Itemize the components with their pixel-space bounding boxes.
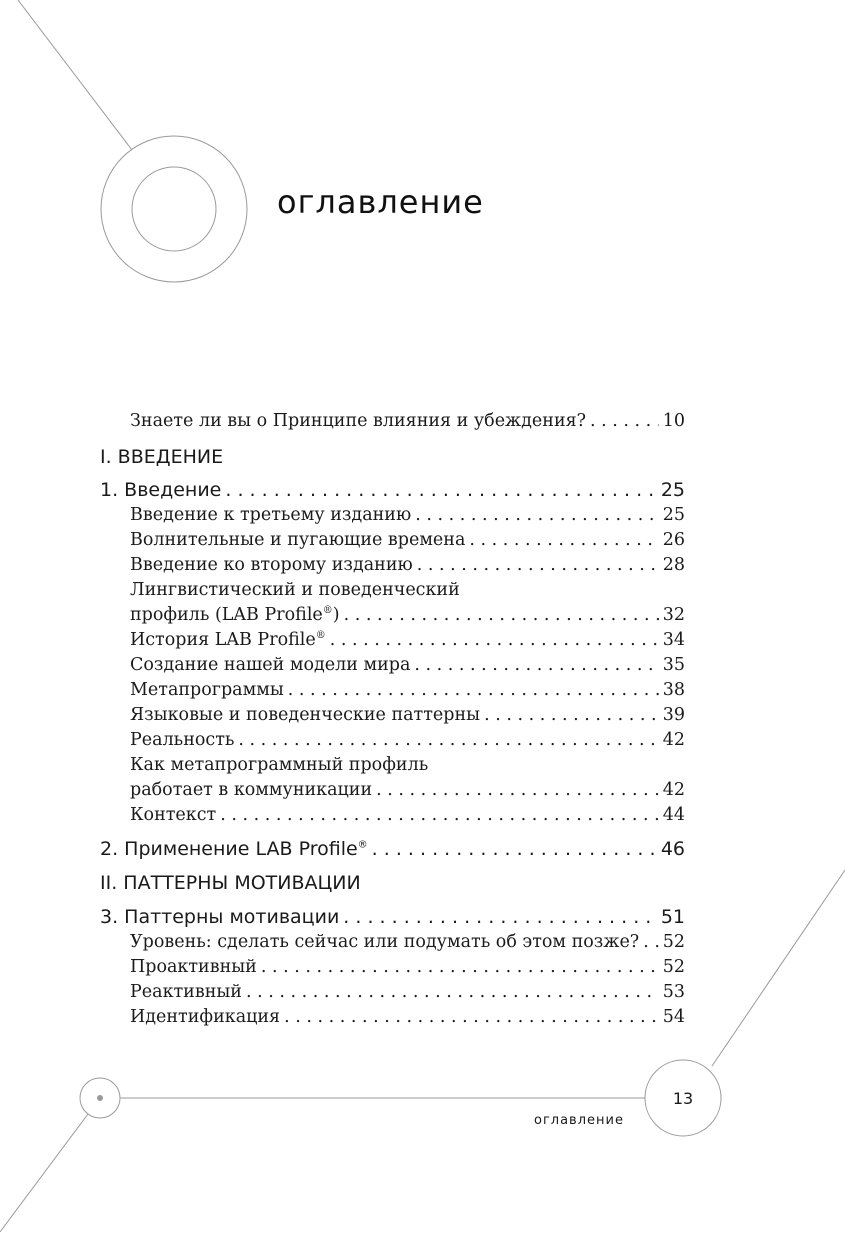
toc-entry-intro[interactable]: Знаете ли вы о Принципе влияния и убеждения? . . . 10 [130, 411, 685, 431]
toc-entry[interactable]: работает в коммуникации . . . 42 [130, 780, 685, 800]
part-heading-2: II. ПАТТЕРНЫ МОТИВАЦИИ [100, 872, 361, 894]
dot-icon [97, 1095, 103, 1101]
outer-circle-icon [101, 136, 247, 282]
toc-entry[interactable]: Реальность . . . 42 [130, 730, 685, 750]
toc-entry[interactable]: Уровень: сделать сейчас или подумать об этом позже? . . . 52 [130, 932, 685, 952]
page-number: 13 [672, 1088, 694, 1108]
toc-entry-line1[interactable]: Лингвистический и поведенческий [130, 580, 460, 600]
toc-chapter-3[interactable]: 3. Паттерны мотивации . . . 51 [100, 906, 685, 928]
toc-entry[interactable]: Проактивный . . . 52 [130, 957, 685, 977]
toc-entry[interactable]: Создание нашей модели мира . . . 35 [130, 655, 685, 675]
toc-entry[interactable]: Введение к третьему изданию . . . 25 [130, 505, 685, 525]
toc-entry[interactable]: Введение ко второму изданию . . . 28 [130, 555, 685, 575]
toc-entry[interactable]: Языковые и поведенческие паттерны . . . 39 [130, 705, 685, 725]
part-heading-1: I. ВВЕДЕНИЕ [100, 446, 224, 468]
toc-chapter-2[interactable]: 2. Применение LAB Profile® . . . 46 [100, 838, 685, 860]
toc-entry[interactable]: Волнительные и пугающие времена . . . 26 [130, 530, 685, 550]
page-title: оглавление [277, 183, 484, 221]
toc-entry[interactable]: профиль (LAB Profile®) . . . 32 [130, 605, 685, 625]
toc-entry[interactable]: Реактивный . . . 53 [130, 982, 685, 1002]
toc-entry[interactable]: Идентификация . . . 54 [130, 1007, 685, 1027]
toc-entry[interactable]: Контекст . . . 44 [130, 805, 685, 825]
toc-entry-line1[interactable]: Как метапрограммный профиль [130, 755, 429, 775]
small-circle-icon [80, 1078, 120, 1118]
inner-circle-icon [132, 167, 216, 251]
toc-entry[interactable]: История LAB Profile® . . . 34 [130, 630, 685, 650]
toc-chapter-1[interactable]: 1. Введение . . . 25 [100, 479, 685, 501]
toc-entry[interactable]: Метапрограммы . . . 38 [130, 680, 685, 700]
running-footer: оглавление [534, 1113, 624, 1128]
